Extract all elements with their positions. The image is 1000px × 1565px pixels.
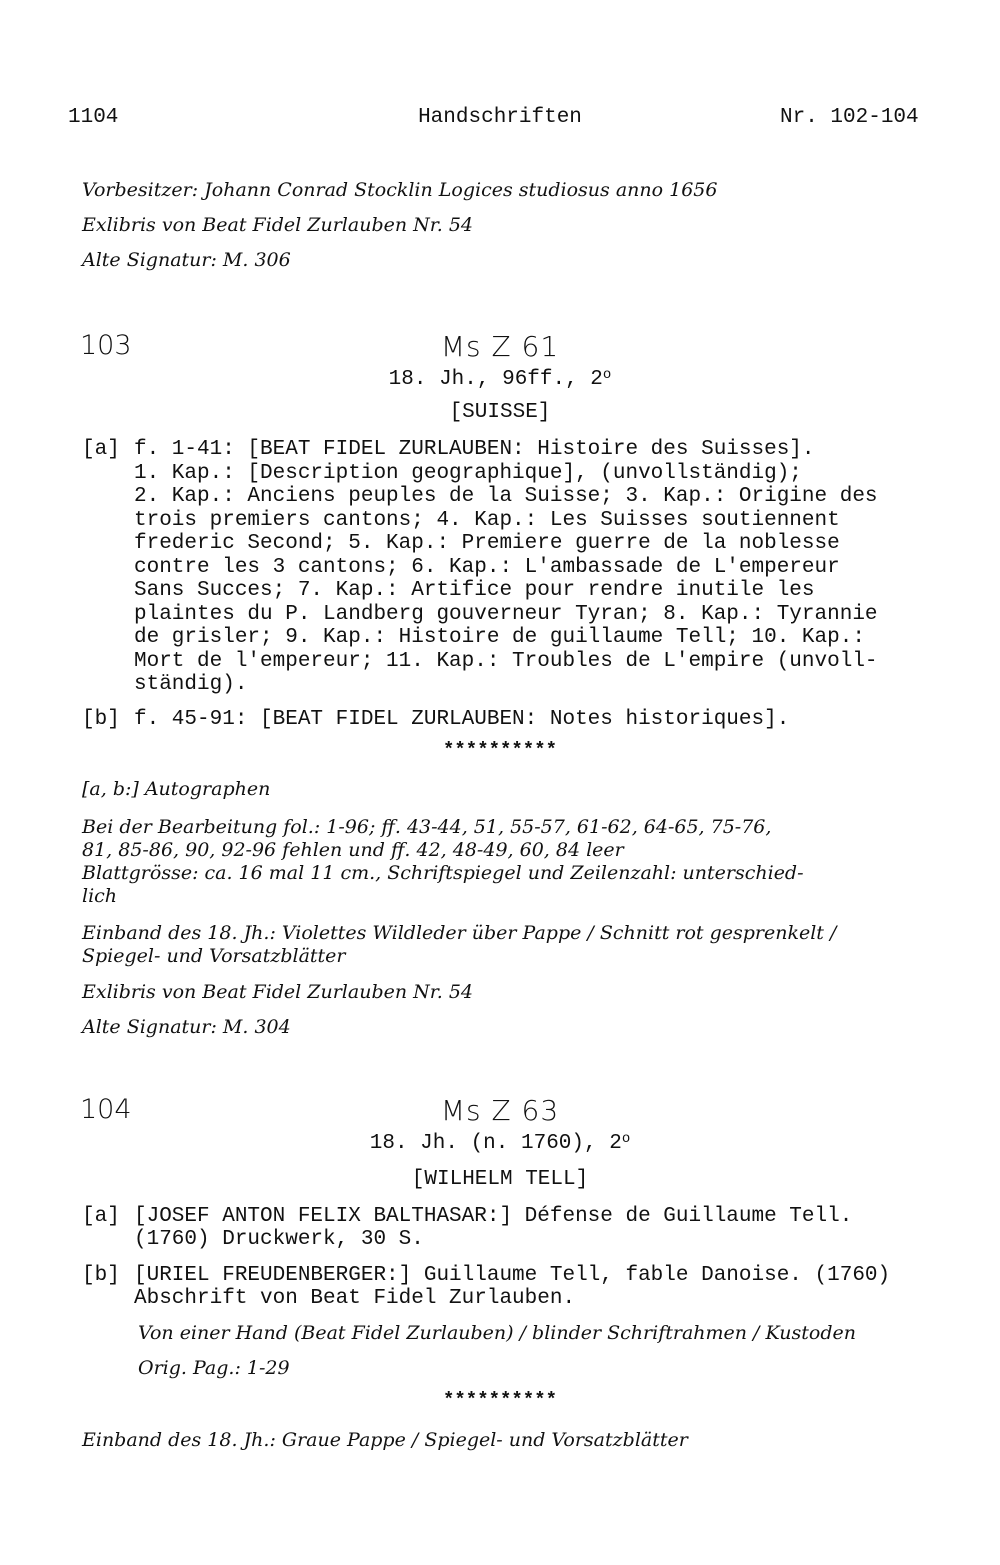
entry-103-note: Spiegel- und Vorsatzblätter — [82, 945, 346, 967]
entry-104-item-b-label: [b] — [82, 1264, 120, 1287]
entry-103-note: Alte Signatur: M. 304 — [82, 1016, 291, 1038]
entry-103-item-b-text: f. 45-91: [BEAT FIDEL ZURLAUBEN: Notes historiques]. — [134, 708, 790, 731]
entry-103-note: lich — [82, 885, 118, 907]
entry-103-date-format: 18. Jh., 96ff., 2$^o$ — [388, 367, 612, 391]
entry-103-note: 81, 85-86, 90, 92-96 fehlen und ff. 42, 48-49, 60, 84 leer — [82, 839, 624, 861]
entry-104-signature: Ms Z 63 — [440, 1094, 560, 1127]
entry-104-item-b-note: Orig. Pag.: 1-29 — [138, 1357, 290, 1379]
entry-104-item-a-line: [JOSEF ANTON FELIX BALTHASAR:] Défense de Guillaume Tell. — [134, 1205, 853, 1228]
entry-103-title: [SUISSE] — [449, 401, 551, 424]
entry-103-note: Bei der Bearbeitung fol.: 1-96; ff. 43-44, 51, 55-57, 61-62, 64-65, 75-76, — [82, 816, 772, 838]
entry-103-item-a-line: 1. Kap.: [Description geographique], (unvollständig); — [134, 461, 802, 485]
entry-104-item-a-line: (1760) Druckwerk, 30 S. — [134, 1228, 424, 1251]
entry-103-item-a-line: trois premiers cantons; 4. Kap.: Les Suisses soutiennent — [134, 508, 840, 532]
entry-103-item-a-line: Sans Succes; 7. Kap.: Artifice pour rendre inutile les — [134, 579, 815, 602]
entry-range: Nr. 102-104 — [780, 106, 919, 129]
entry-104-date-format: 18. Jh. (n. 1760), 2$^o$ — [369, 1131, 631, 1155]
entry-104-item-b-line: [URIEL FREUDENBERGER:] Guillaume Tell, fable Danoise. (1760) — [134, 1264, 891, 1287]
entry-103-item-a-line: plaintes du P. Landberg gouverneur Tyran; 8. Kap.: Tyrannie — [134, 602, 878, 626]
entry-103-number: 103 — [80, 330, 132, 361]
prev-provenance: Vorbesitzer: Johann Conrad Stocklin Logices studiosus anno 1656 — [82, 179, 718, 201]
entry-103-signature: Ms Z 61 — [440, 330, 560, 363]
entry-103-item-a-line: de grisler; 9. Kap.: Histoire de guillaume Tell; 10. Kap.: — [134, 626, 865, 649]
entry-103-item-b-label: [b] — [82, 708, 120, 731]
entry-103-item-a-line: 2. Kap.: Anciens peuples de la Suisse; 3. Kap.: Origine des — [134, 485, 878, 508]
entry-103-item-a-line: Mort de l'empereur; 11. Kap.: Troubles de L'empire (unvoll- — [134, 649, 878, 673]
page-number: 1104 — [68, 106, 119, 129]
entry-104-separator: ********** — [442, 1389, 558, 1411]
entry-104-binding: Einband des 18. Jh.: Graue Pappe / Spiegel- und Vorsatzblätter — [82, 1429, 688, 1451]
entry-103-item-a-label: [a] — [82, 438, 120, 461]
entry-103-item-a-line: frederic Second; 5. Kap.: Premiere guerre de la noblesse — [134, 532, 840, 555]
entry-103-item-a-line: contre les 3 cantons; 6. Kap.: L'ambassade de L'empereur — [134, 555, 840, 579]
entry-104-item-b-line: Abschrift von Beat Fidel Zurlauben. — [134, 1287, 576, 1310]
entry-104-number: 104 — [80, 1094, 132, 1125]
entry-104-title: [WILHELM TELL] — [411, 1168, 589, 1191]
running-title: Handschriften — [418, 106, 582, 129]
entry-103-note: Blattgrösse: ca. 16 mal 11 cm., Schriftspiegel und Zeilenzahl: unterschied- — [82, 862, 804, 884]
entry-103-separator: ********** — [442, 739, 558, 761]
entry-103-note: Exlibris von Beat Fidel Zurlauben Nr. 54 — [82, 981, 474, 1003]
entry-103-note: Einband des 18. Jh.: Violettes Wildleder über Pappe / Schnitt rot gesprenkelt / — [82, 922, 837, 944]
prev-old-signature: Alte Signatur: M. 306 — [82, 249, 291, 271]
entry-103-item-a-line: ständig). — [134, 673, 248, 696]
entry-104-item-b-note: Von einer Hand (Beat Fidel Zurlauben) / blinder Schriftrahmen / Kustoden — [138, 1322, 856, 1344]
entry-104-item-a-label: [a] — [82, 1205, 120, 1228]
entry-103-note: [a, b:] Autographen — [82, 778, 271, 800]
entry-103-item-a-line: f. 1-41: [BEAT FIDEL ZURLAUBEN: Histoire des Suisses]. — [134, 438, 815, 461]
prev-exlibris: Exlibris von Beat Fidel Zurlauben Nr. 54 — [82, 214, 474, 236]
